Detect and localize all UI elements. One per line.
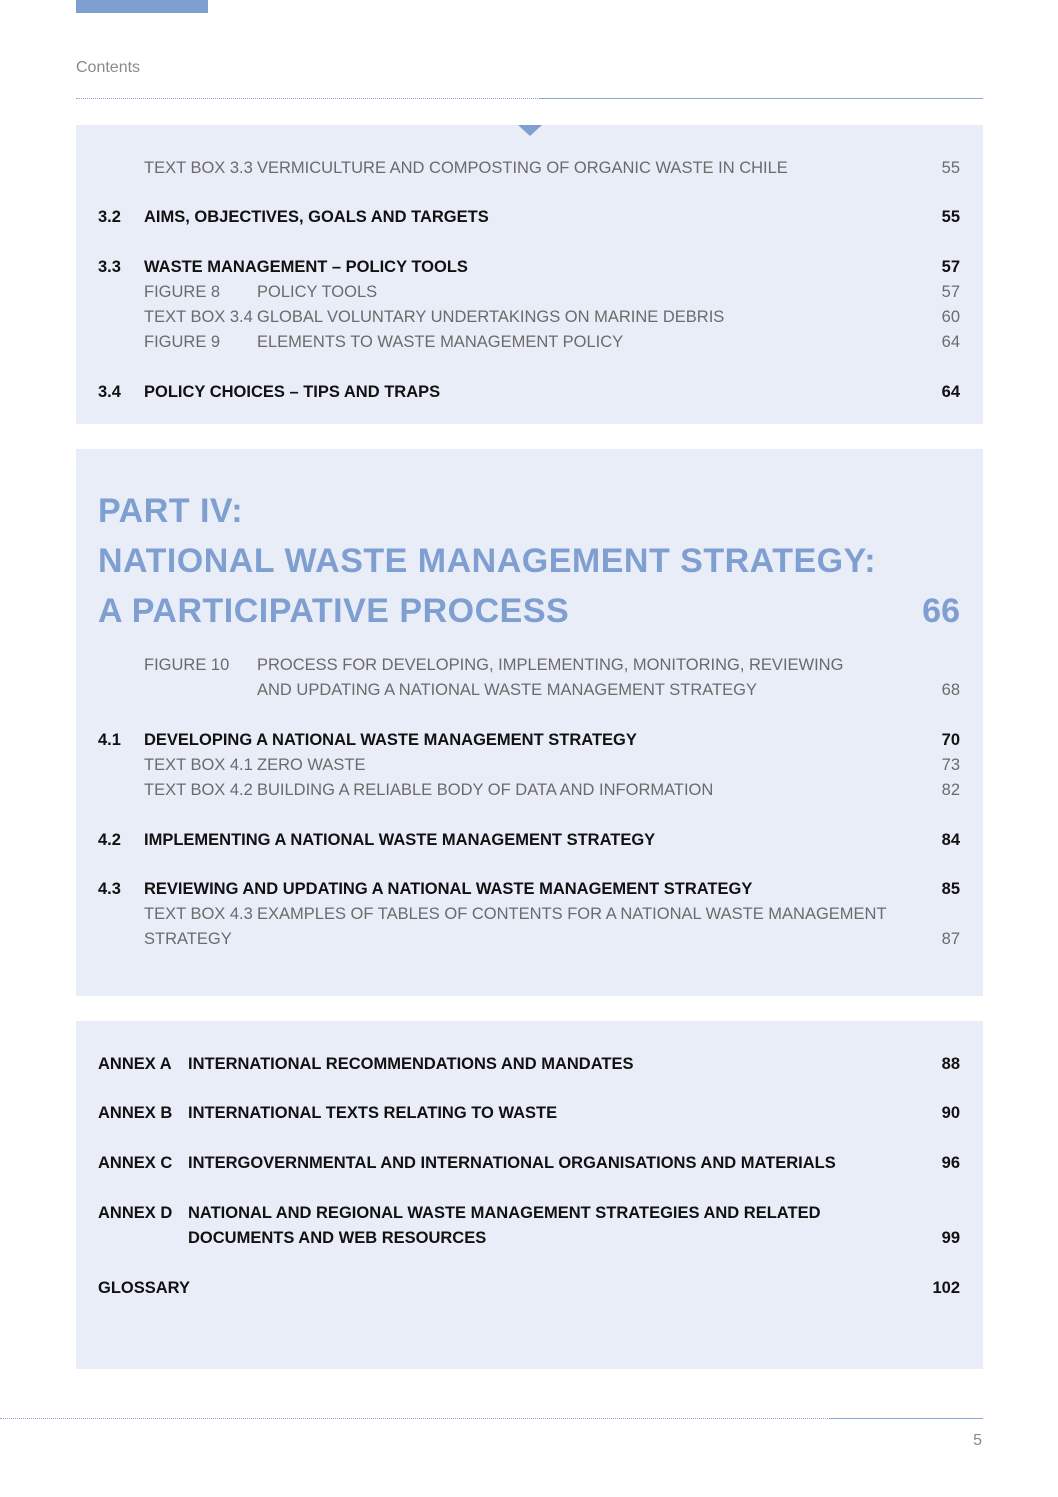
toc-entry[interactable]: TEXT BOX 4.2 BUILDING A RELIABLE BODY OF DATA AND INFORMATION 82 [144,781,960,799]
header-solid-rule [540,98,983,99]
toc-entry-annex-d[interactable]: ANNEX D NATIONAL AND REGIONAL WASTE MANAGEMENT STRATEGIES AND RELATED [98,1204,821,1222]
toc-entry[interactable]: 3.2 AIMS, OBJECTIVES, GOALS AND TARGETS 55 [98,208,960,226]
toc-entry[interactable]: FIGURE 8 POLICY TOOLS 57 [144,283,960,301]
toc-entry[interactable]: 4.2 IMPLEMENTING A NATIONAL WASTE MANAGEMENT STRATEGY 84 [98,831,960,849]
section3-panel [76,125,983,424]
running-head: Contents [76,59,141,76]
down-arrow-icon [518,125,542,136]
toc-entry[interactable]: 4.1 DEVELOPING A NATIONAL WASTE MANAGEMENT STRATEGY 70 [98,731,960,749]
toc-entry-annex-a[interactable]: ANNEX A INTERNATIONAL RECOMMENDATIONS AND MANDATES 88 [98,1055,960,1073]
footer-solid-rule [830,1418,983,1419]
toc-entry[interactable]: 4.3 REVIEWING AND UPDATING A NATIONAL WASTE MANAGEMENT STRATEGY 85 [98,880,960,898]
part-heading-page[interactable]: 66 [922,592,960,630]
page-number: 5 [973,1432,982,1449]
footer-dotted-rule [0,1418,830,1419]
toc-entry-textbox43-cont[interactable]: STRATEGY 87 [144,930,960,948]
toc-entry-figure10[interactable]: FIGURE 10 PROCESS FOR DEVELOPING, IMPLEMENTING, MONITORING, REVIEWING [144,656,844,674]
toc-entry[interactable]: 3.3 WASTE MANAGEMENT – POLICY TOOLS 57 [98,258,960,276]
part4-panel [76,449,983,996]
part-heading-line2: NATIONAL WASTE MANAGEMENT STRATEGY: [98,542,877,580]
toc-entry[interactable]: TEXT BOX 3.4 GLOBAL VOLUNTARY UNDERTAKINGS ON MARINE DEBRIS 60 [144,308,960,326]
toc-entry-glossary[interactable]: GLOSSARY 102 [98,1279,960,1297]
toc-entry-annex-c[interactable]: ANNEX C INTERGOVERNMENTAL AND INTERNATIONAL ORGANISATIONS AND MATERIALS 96 [98,1154,960,1172]
part-heading-line1: PART IV: [98,492,244,530]
toc-entry-figure10-cont[interactable]: AND UPDATING A NATIONAL WASTE MANAGEMENT STRATEGY 68 [257,681,960,699]
toc-entry[interactable]: 3.4 POLICY CHOICES – TIPS AND TRAPS 64 [98,383,960,401]
header-accent-bar [76,0,208,13]
part-heading-line3: A PARTICIPATIVE PROCESS [98,592,570,630]
toc-entry-textbox43[interactable]: TEXT BOX 4.3 EXAMPLES OF TABLES OF CONTENTS FOR A NATIONAL WASTE MANAGEMENT [144,905,887,923]
annex-panel [76,1021,983,1369]
toc-entry[interactable]: FIGURE 9 ELEMENTS TO WASTE MANAGEMENT POLICY 64 [144,333,960,351]
toc-entry[interactable]: TEXT BOX 3.3 VERMICULTURE AND COMPOSTING OF ORGANIC WASTE IN CHILE 55 [144,159,960,177]
header-dotted-rule [76,98,540,99]
toc-entry-annex-b[interactable]: ANNEX B INTERNATIONAL TEXTS RELATING TO WASTE 90 [98,1104,960,1122]
toc-entry-annex-d-cont[interactable]: DOCUMENTS AND WEB RESOURCES 99 [188,1229,960,1247]
toc-entry[interactable]: TEXT BOX 4.1 ZERO WASTE 73 [144,756,960,774]
